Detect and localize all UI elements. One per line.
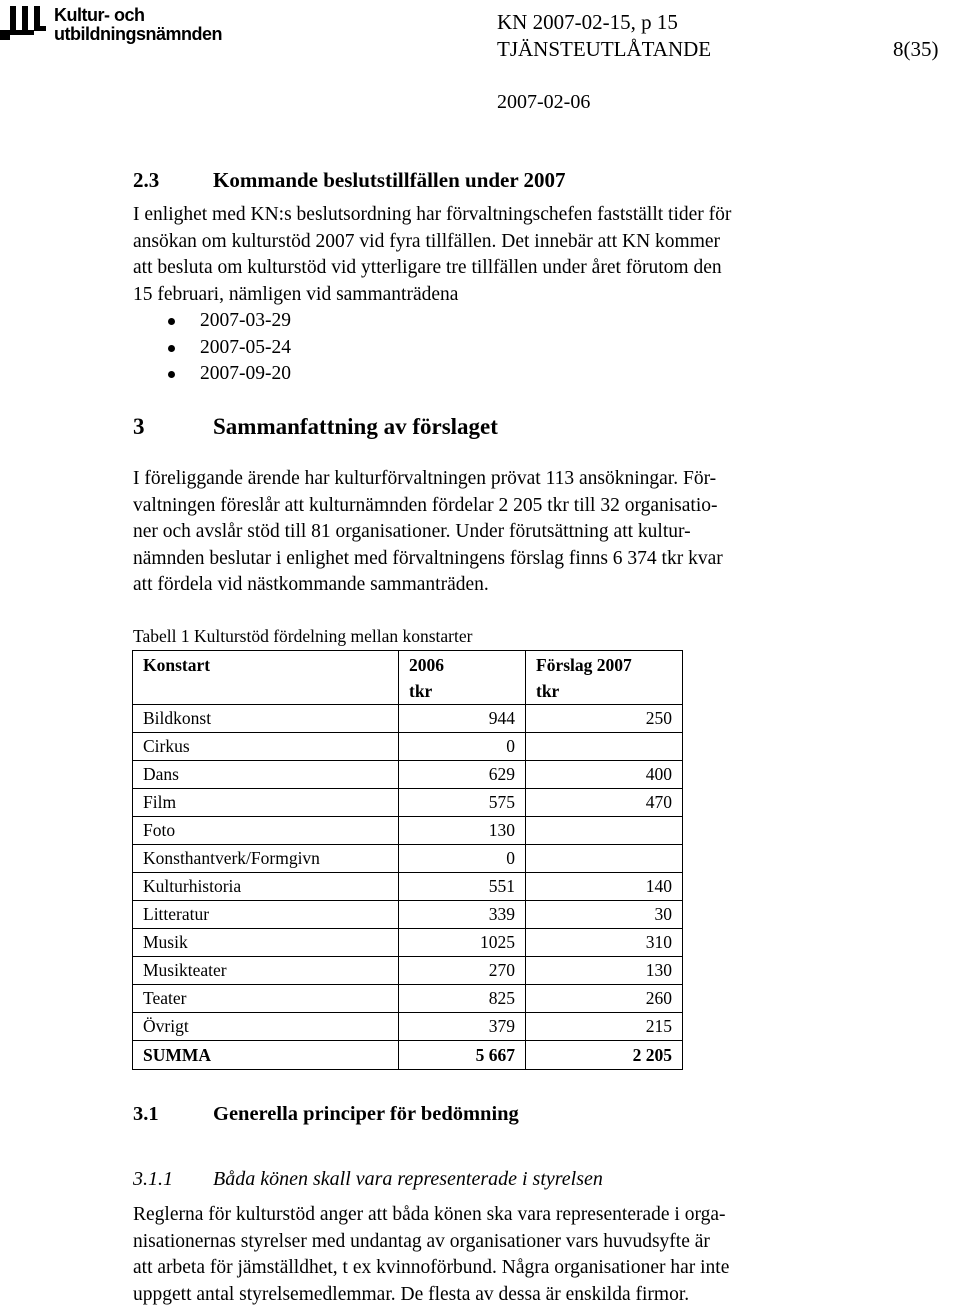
list-item: 2007-03-29 bbox=[133, 308, 291, 335]
header-unit: tkr bbox=[409, 681, 432, 701]
cell-forslag bbox=[526, 733, 683, 761]
section-3-1-1-paragraph bbox=[133, 1202, 833, 1308]
table-row bbox=[133, 845, 683, 873]
paragraph-line: ner och avslår stöd till 81 organisationer. Under förutsättning att kultur- bbox=[133, 519, 833, 546]
cell-forslag: 310 bbox=[526, 929, 683, 957]
cell-forslag bbox=[526, 817, 683, 845]
paragraph-line: Reglerna för kulturstöd anger att båda könen ska vara representerade i orga- bbox=[133, 1202, 833, 1229]
cell-2006: 825 bbox=[399, 985, 526, 1013]
paragraph-line: att besluta om kulturstöd vid ytterligare tre tillfällen under året förutom den bbox=[133, 255, 833, 282]
section-number: 2.3 bbox=[133, 168, 213, 193]
organization-logo bbox=[0, 4, 240, 44]
header-date: 2007-02-06 bbox=[497, 90, 590, 114]
cell-forslag: 400 bbox=[526, 761, 683, 789]
paragraph-line: uppgett antal styrelsemedlemmar. De flesta av dessa är enskilda firmor. bbox=[133, 1282, 833, 1308]
cell-forslag: 260 bbox=[526, 985, 683, 1013]
header-page-number: 8(35) bbox=[893, 37, 939, 61]
logo-text bbox=[54, 6, 222, 44]
paragraph-line: I enlighet med KN:s beslutsordning har förvaltningschefen fastställt tider för bbox=[133, 202, 833, 229]
cell-konstart: Bildkonst bbox=[133, 705, 399, 733]
paragraph-line: nisationernas styrelser med undantag av organisationer vars huvudsyfte är bbox=[133, 1229, 833, 1256]
logo-mark-icon bbox=[0, 6, 46, 42]
cell-konstart: Foto bbox=[133, 817, 399, 845]
cell-2006: 270 bbox=[399, 957, 526, 985]
paragraph-line: att arbeta för jämställdhet, t ex kvinnoförbund. Några organisationer har inte bbox=[133, 1255, 833, 1282]
cell-2006: 575 bbox=[399, 789, 526, 817]
header-meeting-ref: KN 2007-02-15, p 15 bbox=[497, 10, 678, 34]
cell-2006: 629 bbox=[399, 761, 526, 789]
table-row bbox=[133, 1013, 683, 1041]
header-2006 bbox=[399, 651, 526, 705]
sum-label: SUMMA bbox=[133, 1041, 399, 1070]
logo-line-1: Kultur- och bbox=[54, 6, 222, 25]
cell-forslag bbox=[526, 845, 683, 873]
table-row bbox=[133, 873, 683, 901]
section-title: Båda könen skall vara representerade i styrelsen bbox=[213, 1168, 603, 1190]
cell-forslag: 130 bbox=[526, 957, 683, 985]
section-title: Kommande beslutstillfällen under 2007 bbox=[213, 168, 566, 192]
cell-konstart: Teater bbox=[133, 985, 399, 1013]
header-konstart bbox=[133, 651, 399, 705]
kulturstod-table bbox=[132, 650, 683, 1070]
cell-konstart: Musikteater bbox=[133, 957, 399, 985]
cell-2006: 0 bbox=[399, 845, 526, 873]
cell-2006: 339 bbox=[399, 901, 526, 929]
list-item: 2007-09-20 bbox=[133, 361, 291, 388]
section-3-1-heading bbox=[133, 1103, 519, 1126]
table-caption: Tabell 1 Kulturstöd fördelning mellan konstarter bbox=[133, 626, 472, 647]
cell-konstart: Cirkus bbox=[133, 733, 399, 761]
logo-line-2: utbildningsnämnden bbox=[54, 25, 222, 44]
cell-konstart: Övrigt bbox=[133, 1013, 399, 1041]
cell-forslag: 470 bbox=[526, 789, 683, 817]
cell-forslag: 140 bbox=[526, 873, 683, 901]
cell-konstart: Kulturhistoria bbox=[133, 873, 399, 901]
table-row bbox=[133, 957, 683, 985]
paragraph-line: att fördela vid nästkommande sammanträden. bbox=[133, 572, 833, 599]
section-3-paragraph bbox=[133, 466, 833, 599]
cell-konstart: Musik bbox=[133, 929, 399, 957]
cell-2006: 130 bbox=[399, 817, 526, 845]
table-sum-row bbox=[133, 1041, 683, 1070]
table-row bbox=[133, 929, 683, 957]
cell-2006: 551 bbox=[399, 873, 526, 901]
section-2-3-heading bbox=[133, 168, 566, 193]
section-number: 3 bbox=[133, 414, 213, 440]
paragraph-line: valtningen föreslår att kulturnämnden fördelar 2 205 tkr till 32 organisatio- bbox=[133, 493, 833, 520]
meeting-dates-list bbox=[133, 308, 291, 388]
table-row bbox=[133, 789, 683, 817]
cell-2006: 1025 bbox=[399, 929, 526, 957]
table-row bbox=[133, 817, 683, 845]
header-label: Förslag 2007 bbox=[536, 655, 632, 675]
paragraph-line: ansökan om kulturstöd 2007 vid fyra tillfällen. Det innebär att KN kommer bbox=[133, 229, 833, 256]
header-forslag-2007 bbox=[526, 651, 683, 705]
cell-konstart: Litteratur bbox=[133, 901, 399, 929]
cell-konstart: Dans bbox=[133, 761, 399, 789]
section-3-heading bbox=[133, 414, 498, 440]
cell-konstart: Konsthantverk/Formgivn bbox=[133, 845, 399, 873]
header-unit: tkr bbox=[536, 681, 559, 701]
section-number: 3.1 bbox=[133, 1103, 213, 1126]
paragraph-line: I föreliggande ärende har kulturförvaltningen prövat 113 ansökningar. För- bbox=[133, 466, 833, 493]
cell-forslag: 250 bbox=[526, 705, 683, 733]
table-row bbox=[133, 705, 683, 733]
header-label: 2006 bbox=[409, 655, 444, 675]
paragraph-line: 15 februari, nämligen vid sammanträdena bbox=[133, 282, 833, 309]
cell-2006: 944 bbox=[399, 705, 526, 733]
section-title: Generella principer för bedömning bbox=[213, 1103, 519, 1125]
list-item: 2007-05-24 bbox=[133, 335, 291, 362]
sum-forslag: 2 205 bbox=[526, 1041, 683, 1070]
header-label: Konstart bbox=[143, 655, 210, 675]
cell-forslag: 30 bbox=[526, 901, 683, 929]
section-3-1-1-heading bbox=[133, 1168, 603, 1191]
table-row bbox=[133, 985, 683, 1013]
table-row bbox=[133, 733, 683, 761]
section-2-3-paragraph bbox=[133, 202, 833, 308]
table-row bbox=[133, 901, 683, 929]
header-doc-type: TJÄNSTEUTLÅTANDE bbox=[497, 37, 711, 61]
table-header-row bbox=[133, 651, 683, 705]
section-number: 3.1.1 bbox=[133, 1168, 213, 1191]
paragraph-line: nämnden beslutar i enlighet med förvaltningens förslag finns 6 374 tkr kvar bbox=[133, 546, 833, 573]
cell-2006: 0 bbox=[399, 733, 526, 761]
section-title: Sammanfattning av förslaget bbox=[213, 414, 498, 439]
cell-konstart: Film bbox=[133, 789, 399, 817]
table-row bbox=[133, 761, 683, 789]
cell-forslag: 215 bbox=[526, 1013, 683, 1041]
sum-2006: 5 667 bbox=[399, 1041, 526, 1070]
cell-2006: 379 bbox=[399, 1013, 526, 1041]
